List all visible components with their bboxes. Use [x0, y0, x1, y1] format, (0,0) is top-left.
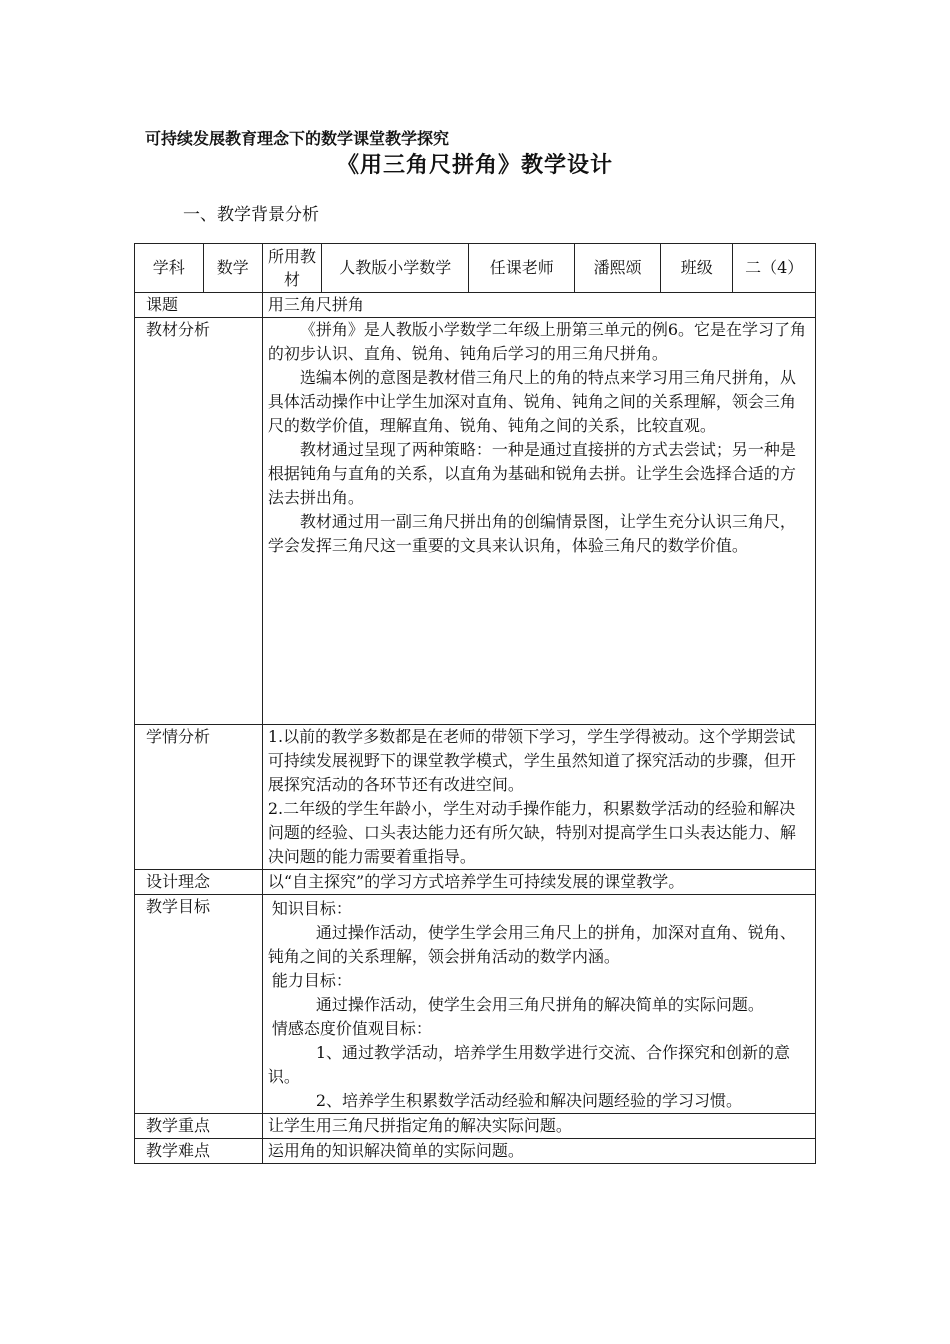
header-row — [135, 244, 816, 293]
key-point-value: 让学生用三角尺拼指定角的解决实际问题。 — [262, 1114, 815, 1139]
class-label: 班级 — [661, 244, 733, 293]
goals-row — [135, 895, 816, 1114]
subject-value: 数学 — [203, 244, 262, 293]
material-analysis-row — [135, 318, 816, 725]
document-title: 《用三角尺拼角》教学设计 — [336, 153, 613, 178]
student-analysis-p1: 1.以前的教学多数都是在老师的带领下学习，学生学得被动。这个学期尝试可持续发展视野下的课堂教学模式，学生虽然知道了探究活动的步骤，但开展探究活动的各环节还有改进空间。 — [267, 727, 796, 794]
concept-value: 以“自主探究”的学习方式培养学生可持续发展的课堂教学。 — [262, 870, 815, 895]
student-analysis-row — [135, 725, 816, 870]
material-analysis-p4: 教材通过用一副三角尺拼出角的创编情景图，让学生充分认识三角尺，学会发挥三角尺这一重要的文具来认识角，体验三角尺的数学价值。 — [267, 512, 796, 555]
material-analysis-content — [262, 318, 815, 725]
ability-goal-body: 通过操作活动，使学生会用三角尺拼角的解决简单的实际问题。 — [315, 995, 764, 1014]
section-heading: 一、教学背景分析 — [183, 205, 319, 225]
emotion-goal-heading: 情感态度价值观目标： — [271, 1019, 432, 1038]
material-label: 所用教材 — [262, 244, 321, 293]
class-value: 二（4） — [733, 244, 816, 293]
material-value: 人教版小学数学 — [322, 244, 469, 293]
difficulty-value: 运用角的知识解决简单的实际问题。 — [262, 1139, 815, 1164]
knowledge-goal-heading: 知识目标： — [271, 899, 352, 918]
knowledge-goal-body: 通过操作活动，使学生学会用三角尺上的拼角，加深对直角、锐角、钝角之间的关系理解，领会拼角活动的数学内涵。 — [267, 923, 796, 966]
student-analysis-content — [262, 725, 815, 870]
difficulty-label: 教学难点 — [135, 1139, 263, 1164]
concept-row — [135, 870, 816, 895]
key-point-label: 教学重点 — [135, 1114, 263, 1139]
emotion-goal-2: 2、培养学生积累数学活动经验和解决问题经验的学习习惯。 — [315, 1091, 743, 1110]
topic-label: 课题 — [135, 293, 263, 318]
teacher-value: 潘熙颂 — [575, 244, 661, 293]
material-analysis-p2: 选编本例的意图是教材借三角尺上的角的特点来学习用三角尺拼角，从具体活动操作中让学生加深对直角、锐角、钝角之间的关系理解，领会三角尺的数学价值，理解直角、锐角、钝角之间的关系，比较直观。 — [267, 368, 796, 435]
topic-row — [135, 293, 816, 318]
material-analysis-label: 教材分析 — [135, 318, 263, 725]
student-analysis-label: 学情分析 — [135, 725, 263, 870]
subject-label: 学科 — [135, 244, 204, 293]
difficulty-row — [135, 1139, 816, 1164]
key-point-row — [135, 1114, 816, 1139]
teacher-label: 任课老师 — [469, 244, 575, 293]
material-analysis-p3: 教材通过呈现了两种策略：一种是通过直接拼的方式去尝试；另一种是根据钝角与直角的关系，以直角为基础和锐角去拼。让学生会选择合适的方法去拼出角。 — [267, 440, 796, 507]
lesson-table — [134, 243, 816, 1164]
document-subtitle: 可持续发展教育理念下的数学课堂教学探究 — [145, 129, 450, 148]
concept-label: 设计理念 — [135, 870, 263, 895]
ability-goal-heading: 能力目标： — [271, 971, 352, 990]
topic-value: 用三角尺拼角 — [262, 293, 815, 318]
emotion-goal-1: 1、通过教学活动，培养学生用数学进行交流、合作探究和创新的意识。 — [267, 1043, 791, 1086]
student-analysis-p2: 2.二年级的学生年龄小，学生对动手操作能力，积累数学活动的经验和解决问题的经验、口头表达能力还有所欠缺，特别对提高学生口头表达能力、解决问题的能力需要着重指导。 — [267, 799, 796, 866]
goals-content — [262, 895, 815, 1114]
material-analysis-p1: 《拼角》是人教版小学数学二年级上册第三单元的例6。它是在学习了角的初步认识、直角、锐角、钝角后学习的用三角尺拼角。 — [267, 320, 807, 363]
goals-label: 教学目标 — [135, 895, 263, 1114]
